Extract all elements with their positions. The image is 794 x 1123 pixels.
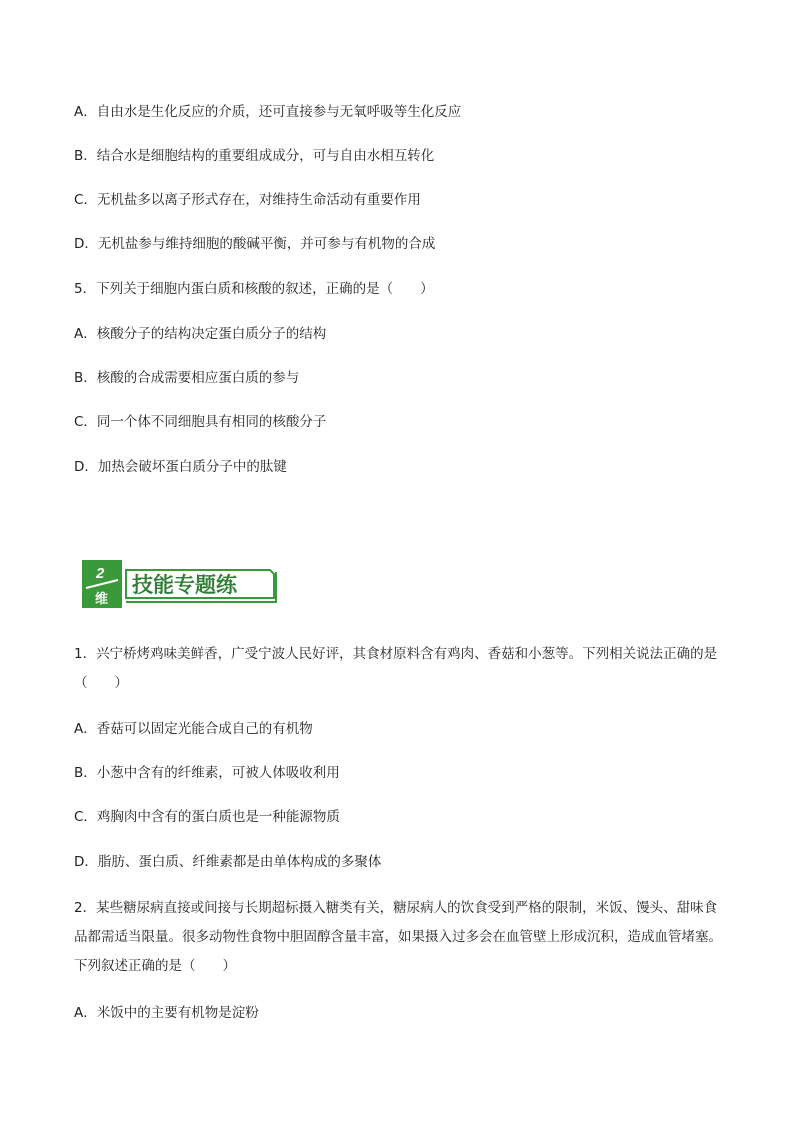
skill-question-1-option-c: C．鸡胸肉中含有的蛋白质也是一种能源物质 [74,809,340,825]
question-5-stem: 5．下列关于细胞内蛋白质和核酸的叙述，正确的是（ ） [74,281,434,297]
skill-question-1-stem: 1．兴宁桥烤鸡味美鲜香，广受宁波人民好评，其食材原料含有鸡肉、香菇和小葱等。下列相关说法正确的是（ ） [74,646,718,691]
option-b: B．结合水是细胞结构的重要组成成分，可与自由水相互转化 [74,148,435,164]
skill-question-2-option-a: A．米饭中的主要有机物是淀粉 [74,1005,259,1021]
badge-char: 维 [95,592,109,607]
section-header [80,558,280,612]
skill-question-2-stem: 2．某些糖尿病直接或间接与长期超标摄入糖类有关，糖尿病人的饮食受到严格的限制，米饭、馒头、甜味食品都需适当限量。很多动物性食物中胆固醇含量丰富，如果摄入过多会在血管壁上形成沉积，造成血管堵塞。下列叙述正确的是（ ） [74,900,722,974]
option-a: A．自由水是生化反应的介质，还可直接参与无氧呼吸等生化反应 [74,104,462,120]
question-5-option-a: A．核酸分子的结构决定蛋白质分子的结构 [74,326,327,342]
section-header-graphic [80,558,280,612]
option-c: C．无机盐多以离子形式存在，对维持生命活动有重要作用 [74,192,421,208]
badge-number: 2 [96,565,105,582]
skill-question-1-option-a: A．香菇可以固定光能合成自己的有机物 [74,721,313,737]
question-5-option-c: C．同一个体不同细胞具有相同的核酸分子 [74,414,327,430]
skill-question-1-option-d: D．脂肪、蛋白质、纤维素都是由单体构成的多聚体 [74,854,382,870]
skill-question-1-option-b: B．小葱中含有的纤维素，可被人体吸收利用 [74,765,340,781]
question-5-option-b: B．核酸的合成需要相应蛋白质的参与 [74,370,300,386]
section-title: 技能专题练 [132,573,237,597]
option-d: D．无机盐参与维持细胞的酸碱平衡，并可参与有机物的合成 [74,236,436,252]
question-5-option-d: D．加热会破坏蛋白质分子中的肽键 [74,459,287,475]
